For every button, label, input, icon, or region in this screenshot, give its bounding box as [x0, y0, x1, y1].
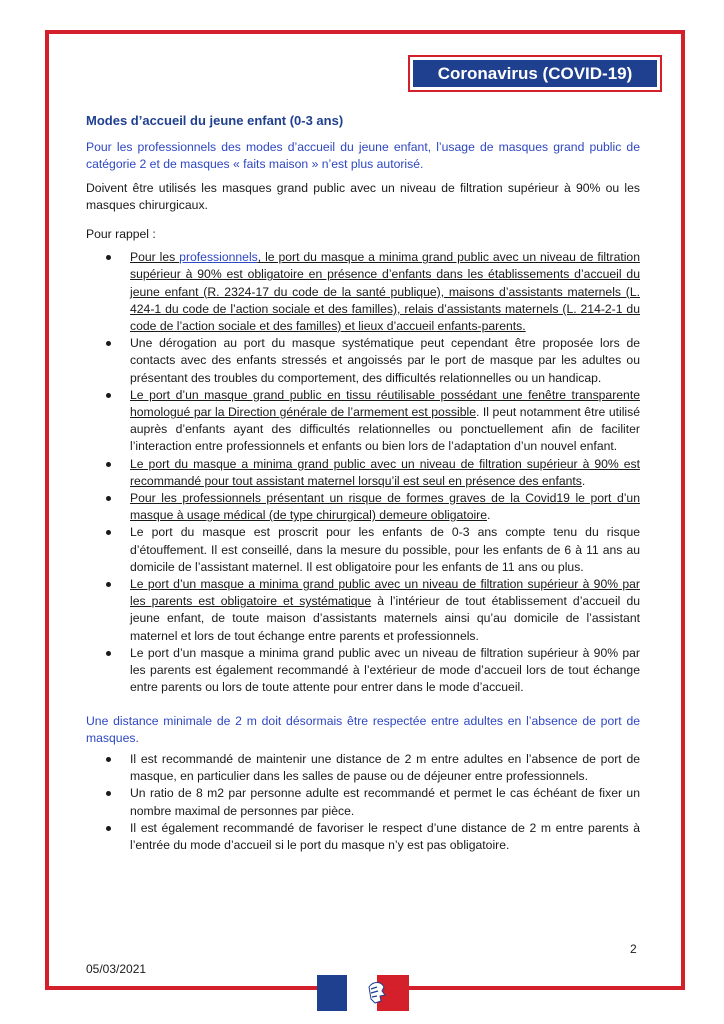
marianne-logo-icon: [317, 975, 409, 1011]
list-item: [86, 249, 640, 335]
b4-underlined: Le port du masque a minima grand public avec un niveau de filtration supérieur à 90% est recommandé pour tout assistant maternel lorsqu’il est seul en présence des enfants: [130, 456, 640, 488]
rappel-label: Pour rappel :: [86, 227, 156, 242]
b1-text: , le port du masque a minima grand public avec un niveau de filtration supérieur à 90% est obligatoire en présence d’enfants dans les établissements d’accueil du jeune enfant (R. 2324-17 du code de la santé publique), maisons d’assistants maternels (L. 424-1 du code de l’action sociale et des familles), relais d’assistants maternels (L. 214-2-1 du code de l’action sociale et des familles) et lieux d’accueil enfants-parents.: [130, 250, 640, 334]
distance-highlight: Une distance minimale de 2 m doit désormais être respectée entre adultes en l’absence de port de masques.: [86, 713, 640, 745]
header-title: Coronavirus (COVID-19): [413, 60, 657, 87]
b3-text: . Il peut notamment être utilisé auprès d’enfants ayant des difficultés relationnelles ou ponctuellement afin de faciliter l’interaction entre professionnels et enfants ou bien lors de l’adaptation d’un nouvel enfant.: [130, 405, 640, 454]
list-item: [86, 524, 640, 576]
b4-text: .: [581, 473, 586, 488]
b7-text: à l’intérieur de tout établissement d’accueil du jeune enfant, de toute maison d’assistants maternels ainsi qu’au domicile de l’assistant maternel et lors de tout échange entre parents et professionnels.: [130, 594, 640, 643]
list-item: [86, 490, 640, 524]
b2-text: Une dérogation au port du masque systématique peut cependant être proposée lors de contacts avec des enfants stressés et angoissés par le port de masque par les adultes ou présentant des troubles du comportement, des difficultés relationnelles ou un handicap.: [130, 336, 640, 385]
b1-prefix: Pour les: [130, 250, 180, 265]
list-item: Il est également recommandé de favoriser le respect d’une distance de 2 m entre parents à l’entrée du mode d’accueil si le port du masque n’y est pas obligatoire.: [86, 820, 640, 854]
list-item: Il est recommandé de maintenir une distance de 2 m entre adultes en l’absence de port de masque, en particulier dans les salles de pause ou de déjeuner entre professionnels.: [86, 751, 640, 785]
list-item: [86, 456, 640, 490]
b6-text: Le port du masque est proscrit pour les enfants de 0-3 ans compte tenu du risque d’étouffement. Il est conseillé, dans la mesure du possible, pour les enfants de 6 à 11 ans au domicile de l’assistant maternel. Il est obligatoire pour les enfants de 11 ans ou plus.: [130, 525, 640, 574]
distance-list: [86, 751, 640, 854]
rappel-list: [86, 249, 640, 696]
list-item: [86, 387, 640, 456]
intro-highlight: Pour les professionnels des modes d’accueil du jeune enfant, l’usage de masques grand public de catégorie 2 et de masques « faits maison » n’est plus autorisé.: [86, 140, 640, 172]
list-item: [86, 645, 640, 697]
list-item: [86, 576, 640, 645]
list-item: [86, 335, 640, 387]
page-number: 2: [630, 942, 637, 956]
list-item: Un ratio de 8 m2 par personne adulte est recommandé et permet le cas échéant de fixer un nombre maximal de personnes par pièce.: [86, 785, 640, 819]
header-banner: [408, 55, 662, 92]
b5-underlined: Pour les professionnels présentant un risque de formes graves de la Covid19 le port d’un masque à usage médical (de type chirurgical) demeure obligatoire: [130, 491, 640, 523]
b8-text: Le port d’un masque a minima grand public avec un niveau de filtration supérieur à 90% par les parents est également recommandé à l’extérieur de mode d’accueil lors de tout échange entre parents ou lors de toute attente pour entrer dans le mode d’accueil.: [130, 645, 640, 695]
document-body: [86, 112, 640, 854]
b7-underlined: Le port d’un masque a minima grand public avec un niveau de filtration supérieur à 90% par les parents est obligatoire et systématique: [130, 577, 640, 609]
section-title: Modes d’accueil du jeune enfant (0-3 ans): [86, 113, 344, 128]
professionnels-link[interactable]: professionnels: [179, 250, 258, 265]
intro-text: Doivent être utilisés les masques grand public avec un niveau de filtration supérieur à 90% ou les masques chirurgicaux.: [86, 180, 640, 212]
b5-text: .: [487, 508, 491, 523]
b3-underlined: Le port d’un masque grand public en tissu réutilisable possédant une fenêtre transparente homologué par la Direction générale de l’armement est possible: [130, 387, 640, 420]
document-date: 05/03/2021: [86, 962, 147, 976]
